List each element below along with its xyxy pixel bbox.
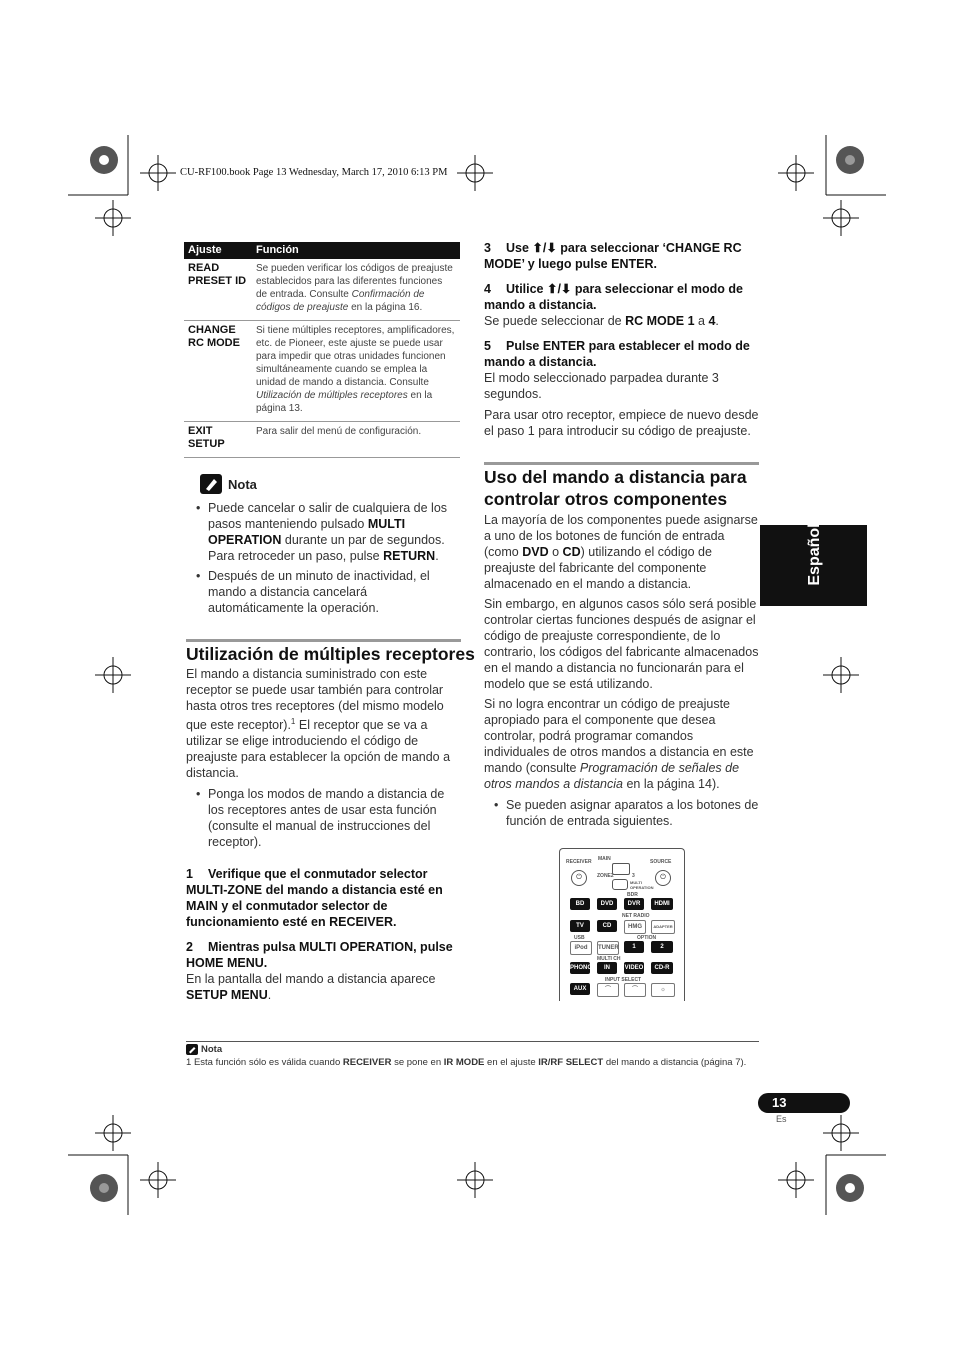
pencil-icon [186,1044,198,1055]
setting-ref: Confirmación de códigos de preajuste [256,289,425,313]
crosshair-icon [778,155,814,191]
remote-label: OPTION [637,935,657,941]
book-header: CU-RF100.book Page 13 Wednesday, March 17, 2010 6:13 PM [180,167,448,178]
section-rule [186,639,461,642]
setting-ref: Utilización de múltiples receptores [256,390,408,401]
page-lang-code: Es [776,1114,787,1124]
remote-button-cd-r: CD-R [651,962,673,974]
table-row [184,422,460,458]
remote-label: BDR [627,892,638,898]
remote-label: MAIN [598,856,611,862]
setting-key: SETUP [188,438,225,450]
starburst-icon [836,1174,864,1202]
crosshair-icon [823,657,859,693]
light-icon: ☼ [651,983,675,997]
step-2: 2 Mientras pulsa MULTI OPERATION, pulse HOME MENU. [186,940,453,971]
setting-desc: Si tiene múltiples receptores, amplificadores, etc. de Pioneer, este ajuste se puede usar para impedir que otras unidades funcionen simultáneamente cuando se emplea la unidad de mando a distancia. Consulte [256,325,455,388]
paragraph: Para usar otro receptor, empiece de nuevo desde el paso 1 para introducir su código de preajuste. [484,408,759,438]
remote-button-adapter: ADAPTER [651,920,675,934]
paragraph: Sin embargo, en algunos casos sólo será posible controlar ciertas funciones después de asignar el código de preajuste correspondiente, de lo contrario, los códigos del fabricante almacenados en el mando a distancia no funcionarán para el modelo que se está utilizando. [484,597,759,691]
remote-button-aux: AUX [570,983,590,995]
input-select-right-icon: ⌒ [624,983,646,997]
crosshair-icon [823,1115,859,1151]
setting-tail: en la página 13. [256,390,433,414]
remote-label: MULTI OPERATION [630,880,654,890]
setting-key: RC MODE [188,337,240,349]
crosshair-icon [457,155,493,191]
paragraph: El modo seleccionado parpadea durante 3 segundos. [484,371,719,401]
list-item: • Ponga los modos de mando a distancia de los receptores antes de usar esta función (consulte el manual de instrucciones del receptor). [186,786,462,850]
footnote-title: Nota [201,1044,223,1055]
crosshair-icon [823,200,859,236]
language-tab [760,525,867,606]
footnote-rule [186,1041,759,1042]
list-item: • Puede cancelar o salir de cualquiera de los pasos manteniendo pulsado MULTI OPERATION durante un par de segundos. Para retroceder un paso, pulse RETURN. [186,500,462,564]
remote-label: SOURCE [650,859,672,865]
remote-button-hmg: HMG [624,920,646,934]
remote-label: ZONE2 [597,873,614,879]
right-steps [484,240,760,439]
paragraph: Se puede seleccionar de RC MODE 1 a 4. [484,314,719,328]
remote-button-2: 2 [651,941,673,953]
setting-key: READ [188,262,220,274]
input-select-left-icon: ⌒ [597,983,619,997]
language-label: Español [806,523,823,586]
remote-button-in: IN [597,962,617,974]
setting-desc: Para salir del menú de configuración. [256,426,422,437]
remote-button-1: 1 [624,941,644,953]
power-icon: ⏻ [571,870,587,886]
crosshair-icon [778,1162,814,1198]
remote-label: USB [574,935,585,941]
power-icon: ⏻ [655,870,671,886]
pencil-icon [200,474,222,494]
section2-body [484,512,760,829]
list-item: • Se pueden asignar aparatos a los botones de función de entrada siguientes. [484,797,760,829]
section-title: Uso del mando a distancia para controlar otros componentes [484,467,747,509]
starburst-icon [836,146,864,174]
page-number-tab [758,1093,850,1113]
setting-key: PRESET ID [188,275,247,287]
remote-label: 3 [632,873,635,879]
crosshair-icon [140,1162,176,1198]
crosshair-icon [140,155,176,191]
remote-button-hdmi: HDMI [651,898,673,910]
crosshair-icon [457,1162,493,1198]
setting-tail: en la página 16. [351,302,423,313]
step-4: 4 Utilice ⬆/⬇ para seleccionar el modo de mando a distancia. [484,282,743,312]
remote-button-tv: TV [570,920,590,932]
remote-button-tuner: TUNER [597,941,619,955]
crosshair-icon [95,657,131,693]
remote-label: NET RADIO [622,913,650,919]
table-row [184,321,460,422]
step-3: 3 Use ⬆/⬇ para seleccionar ‘CHANGE RC MODE’ y luego pulse ENTER. [484,241,742,271]
setting-key: CHANGE [188,324,236,336]
remote-illustration [559,848,685,1001]
paragraph: En la pantalla del mando a distancia aparece SETUP MENU. [186,972,436,1003]
remote-label: MULTI CH [597,956,621,962]
remote-label: INPUT SELECT [605,977,642,983]
step-1: 1 Verifique que el conmutador selector MULTI-ZONE del mando a distancia esté en MAIN y el conmutador selector de funcionamiento esté en RECEIVER. [186,867,443,930]
remote-button-dvr: DVR [624,898,644,910]
remote-button-phono: PHONO [570,962,590,974]
paragraph: El mando a distancia suministrado con este receptor se puede usar también para controlar hasta otros tres receptores (del mismo modelo que este receptor).$^1$ El receptor que se va a utilizar se elige introduciendo el código de preajuste para establecer la opción de mando a distancia. [186,667,451,781]
settings-table [184,242,460,458]
remote-button-cd: CD [597,920,617,932]
starburst-icon [90,146,118,174]
step-5: 5 Pulse ENTER para establecer el modo de mando a distancia. [484,339,750,369]
crosshair-icon [95,1115,131,1151]
remote-button-bd: BD [570,898,590,910]
paragraph: La mayoría de los componentes puede asignarse a uno de los botones de función de entrada (como DVD o CD) utilizando el código de preajuste del fabricante del componente almacenado en el mando a distancia. [484,513,758,591]
footnote-text: 1 Esta función sólo es válida cuando RECEIVER se pone en IR MODE en el ajuste IR/RF SELECT del mando a distancia (página 7). [186,1057,747,1068]
table-row [184,259,460,321]
footnote [186,1043,759,1069]
nota-title: Nota [228,476,257,492]
multi-operation-button [612,879,628,890]
table-header-ajuste: Ajuste [184,242,252,259]
table-header-funcion: Función [252,242,460,259]
remote-button-dvd: DVD [597,898,617,910]
paragraph: Si no logra encontrar un código de preajuste apropiado para el componente que desea controlar, podrá programar comandos individuales de otros mandos a distancia en este mando (consulte Programación de señales de otros mandos a distancia en la página 14). [484,697,754,791]
list-item: • Después de un minuto de inactividad, el mando a distancia cancelará automáticamente la operación. [186,568,462,616]
starburst-icon [90,1174,118,1202]
setting-desc: Se pueden verificar los códigos de preajuste establecidos para las diferentes funciones de entrada. Consulte [256,263,453,300]
page-number: 13 [772,1095,787,1110]
setting-key: EXIT [188,425,213,437]
remote-button-ipod: iPod [570,941,592,955]
zone-switch-icon [612,863,630,875]
nota-block [186,474,462,616]
remote-button-video: VIDEO [624,962,644,974]
section1-body [186,666,462,1003]
section-title: Utilización de múltiples receptores [186,644,475,664]
crosshair-icon [95,200,131,236]
section-rule [484,462,759,465]
remote-label: RECEIVER [566,859,592,865]
